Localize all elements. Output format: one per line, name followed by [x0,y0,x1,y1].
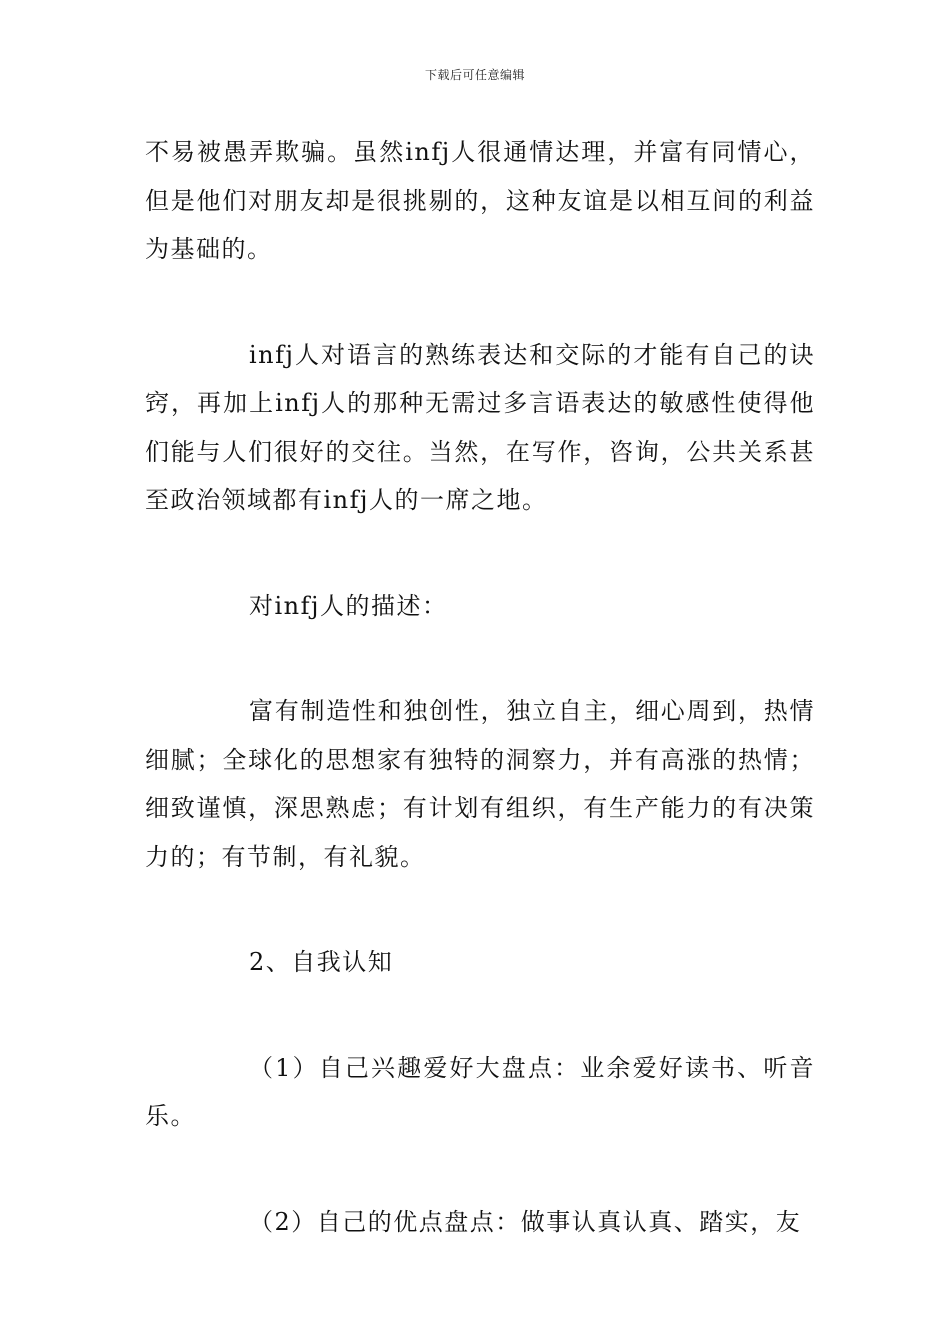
paragraph-continuation: 不易被愚弄欺骗。虽然infj人很通情达理，并富有同情心，但是他们对朋友却是很挑剔的，这种友谊是以相互间的利益为基础的。 [145,138,815,263]
paragraph-communication: infj人对语言的熟练表达和交际的才能有自己的诀窍，再加上infj人的那种无需过多言语表达的敏感性使得他们能与人们很好的交往。当然，在写作，咨询，公共关系甚至政治领域都有infj人的一席之地。 [145,340,815,514]
paragraph-strengths: （2）自己的优点盘点：做事认真认真、踏实，友 [249,1207,802,1236]
paragraph-gap [145,630,815,687]
paragraph-hobbies: （1）自己兴趣爱好大盘点：业余爱好读书、听音乐。 [145,1053,815,1130]
paragraph-gap [145,274,815,331]
paragraph-traits: 富有制造性和独创性，独立自主，细心周到，热情细腻；全球化的思想家有独特的洞察力，并有高涨的热情；细致谨慎，深思熟虑；有计划有组织，有生产能力的有决策力的；有节制，有礼貌。 [145,697,815,871]
paragraph-gap [145,987,815,1044]
paragraph-gap [145,881,815,938]
page-header: 下载后可任意编辑 [424,68,525,82]
section-heading-self-awareness: 2、自我认知 [249,948,394,976]
document-body [145,128,815,1246]
paragraph-description-heading: 对infj人的描述： [249,591,448,620]
paragraph-gap [145,525,815,582]
paragraph-gap [145,1141,815,1198]
